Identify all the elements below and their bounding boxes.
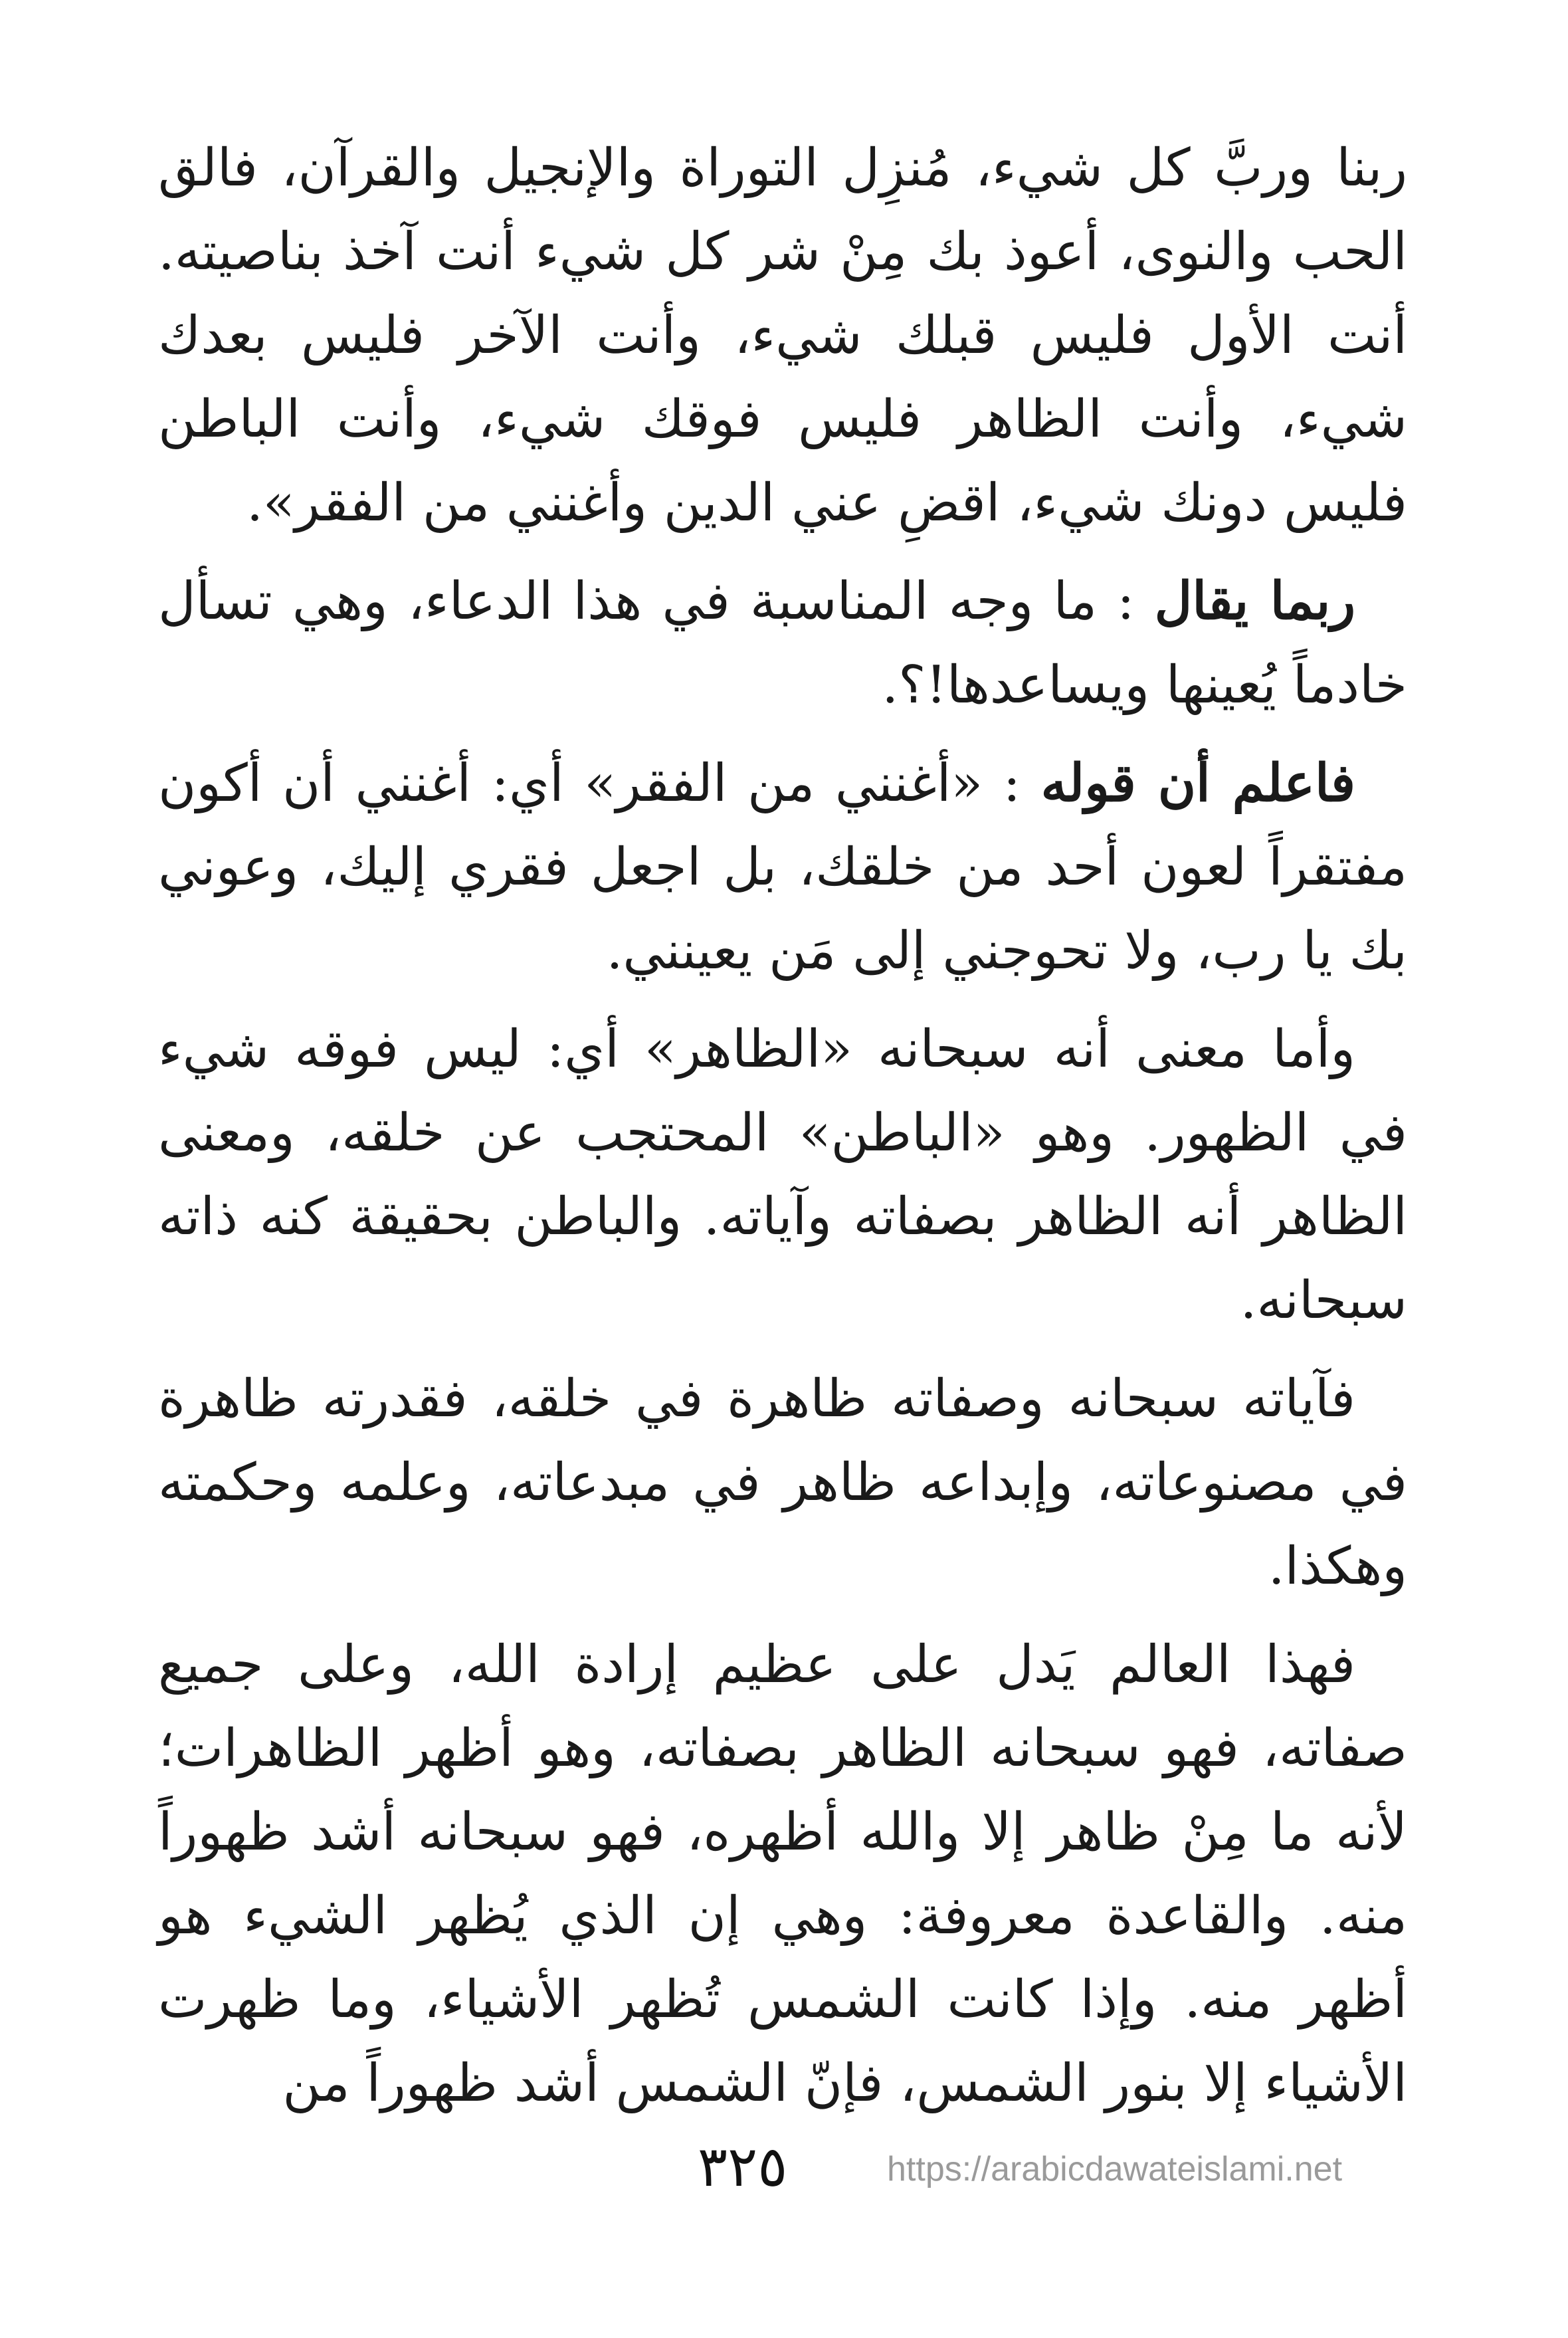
paragraph-lead: ربما يقال <box>1154 571 1356 631</box>
page-body <box>158 126 1407 2140</box>
paragraph-text: وأما معنى أنه سبحانه «الظاهر» أي: ليس فوقه شيء في الظهور. وهو «الباطن» المحتجب عن خلقه، ومعنى الظاهر أنه الظاهر بصفاته وآياته. والباطن بحقيقة كنه ذاته سبحانه. <box>158 1019 1407 1330</box>
paragraph-text: فهذا العالم يَدل على عظيم إرادة الله، وعلى جميع صفاته، فهو سبحانه الظاهر بصفاته، وهو أظهر الظاهرات؛ لأنه ما مِنْ ظاهر إلا والله أظهره، فهو سبحانه أشد ظهوراً منه. والقاعدة معروفة: وهي إن الذي يُظهر الشيء هو أظهر منه. وإذا كانت الشمس تُظهر الأشياء، وما ظهرت الأشياء إلا بنور الشمس، فإنّ الشمس أشد ظهوراً من <box>158 1635 1407 2113</box>
paragraph-world <box>158 1623 1407 2125</box>
paragraph-text: : ما وجه المناسبة في هذا الدعاء، وهي تسأل خادماً يُعينها ويساعدها!؟. <box>158 572 1407 715</box>
paragraph-zahir-batin <box>158 1008 1407 1342</box>
paragraph-answer <box>158 742 1407 993</box>
paragraph-lead: فاعلم أن قوله <box>1040 753 1355 813</box>
paragraph-dua <box>158 126 1407 545</box>
paragraph-text: ربنا وربَّ كل شيء، مُنزِل التوراة والإنجيل والقرآن، فالق الحب والنوى، أعوذ بك مِنْ شر كل شيء أنت آخذ بناصيته. أنت الأول فليس قبلك شيء، وأنت الآخر فليس بعدك شيء، وأنت الظاهر فليس فوقك شيء، وأنت الباطن فليس دونك شيء، اقضِ عني الدين وأغنني من الفقر». <box>158 138 1407 533</box>
paragraph-question <box>158 560 1407 727</box>
page-footer <box>0 2133 1568 2213</box>
paragraph-text: : «أغنني من الفقر» أي: أغنني أن أكون مفتقراً لعون أحد من خلقك، بل اجعل فقري إليك، وعوني بك يا رب، ولا تحوجني إلى مَن يعينني. <box>158 754 1407 981</box>
source-url-watermark: https://arabicdawateislami.net <box>887 2150 1343 2188</box>
page-number: ٣٢٥ <box>698 2134 788 2199</box>
paragraph-text: فآياته سبحانه وصفاته ظاهرة في خلقه، فقدرته ظاهرة في مصنوعاته، وإبداعه ظاهر في مبدعاته، وعلمه وحكمته وهكذا. <box>158 1369 1407 1596</box>
paragraph-signs <box>158 1357 1407 1608</box>
